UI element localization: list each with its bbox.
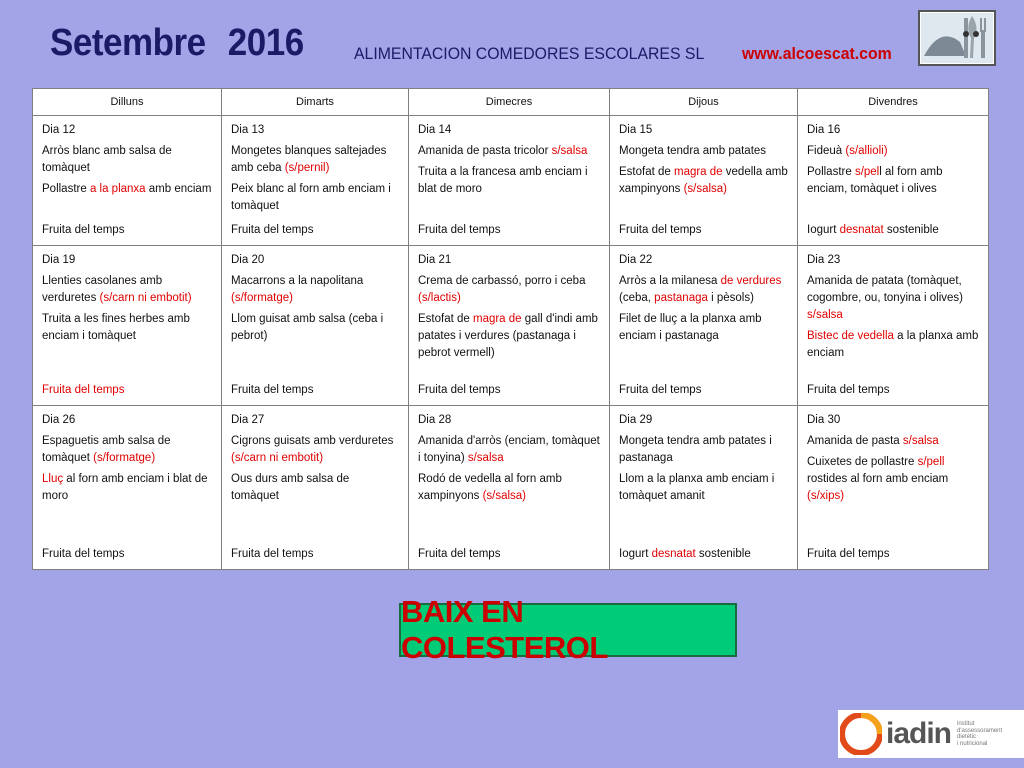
day-date: Dia 23 — [807, 254, 841, 266]
dessert-line: Fruita del temps — [231, 548, 314, 560]
week-row — [33, 246, 989, 406]
page-title: Setembre 2016 — [50, 22, 304, 64]
dish-line: Fideuà (s/allioli) — [807, 145, 888, 157]
dish-line: Truita a la francesa amb enciam i blat de moro — [418, 166, 588, 195]
dessert-line: Fruita del temps — [418, 384, 501, 396]
dish-line: Peix blanc al forn amb enciam i tomàquet — [231, 183, 391, 212]
iadin-subtitle: institut d'assessorament dietètic i nutricional — [957, 721, 1003, 747]
menu-cell — [610, 406, 798, 570]
day-date: Dia 13 — [231, 124, 265, 136]
dessert-line: Fruita del temps — [619, 384, 702, 396]
dish-line: Estofat de magra de gall d'indi amb patates i verdures (pastanaga i pebrot vermell) — [418, 313, 598, 359]
day-date: Dia 12 — [42, 124, 76, 136]
day-date: Dia 14 — [418, 124, 452, 136]
dish-line: Filet de lluç a la planxa amb enciam i pastanaga — [619, 313, 762, 342]
menu-cell — [798, 406, 989, 570]
dish-line: Estofat de magra de vedella amb xampinyons (s/salsa) — [619, 166, 788, 195]
dish-line: Pollastre s/pell al forn amb enciam, tomàquet i olives — [807, 166, 943, 195]
menu-cell — [610, 246, 798, 406]
menu-cell — [409, 246, 610, 406]
weekday-header: Dilluns — [33, 89, 222, 116]
menu-table — [32, 88, 989, 570]
dessert-line: Fruita del temps — [418, 224, 501, 236]
day-date: Dia 30 — [807, 414, 841, 426]
dish-line: Mongeta tendra amb patates i pastanaga — [619, 435, 772, 464]
menu-cell — [222, 406, 409, 570]
day-date: Dia 22 — [619, 254, 653, 266]
menu-cell — [798, 116, 989, 246]
weekday-header: Dimecres — [409, 89, 610, 116]
dish-line: Arròs a la milanesa de verdures (ceba, pastanaga i pèsols) — [619, 275, 782, 304]
dessert-line: Fruita del temps — [807, 548, 890, 560]
day-date: Dia 16 — [807, 124, 841, 136]
dish-line: Cigrons guisats amb verduretes (s/carn ni embotit) — [231, 435, 394, 464]
dish-line: Amanida de pasta tricolor s/salsa — [418, 145, 588, 157]
menu-cell — [222, 246, 409, 406]
dish-line: Cuixetes de pollastre s/pell rostides al forn amb enciam (s/xips) — [807, 456, 949, 502]
weekday-header-row — [33, 89, 989, 116]
menu-cell — [409, 116, 610, 246]
dish-line: Crema de carbassó, porro i ceba (s/lactis) — [418, 275, 586, 304]
dessert-line: Fruita del temps — [42, 548, 125, 560]
dessert-line: Iogurt desnatat sostenible — [807, 224, 939, 236]
week-row — [33, 406, 989, 570]
dish-line: Amanida d'arròs (enciam, tomàquet i tonyina) s/salsa — [418, 435, 600, 464]
dessert-line: Fruita del temps — [42, 384, 125, 396]
dish-line: Truita a les fines herbes amb enciam i tomàquet — [42, 313, 190, 342]
dish-line: Llenties casolanes amb verduretes (s/carn ni embotit) — [42, 275, 192, 304]
iadin-word: iadin — [886, 717, 952, 750]
dish-line: Mongeta tendra amb patates — [619, 145, 767, 157]
dish-line: Arròs blanc amb salsa de tomàquet — [42, 145, 172, 174]
day-date: Dia 26 — [42, 414, 76, 426]
day-date: Dia 29 — [619, 414, 653, 426]
dessert-line: Fruita del temps — [231, 224, 314, 236]
company-name: ALIMENTACION COMEDORES ESCOLARES SL — [354, 44, 705, 63]
dessert-line: Fruita del temps — [231, 384, 314, 396]
dish-line: Llom guisat amb salsa (ceba i pebrot) — [231, 313, 384, 342]
menu-cell — [409, 406, 610, 570]
menu-cell — [33, 246, 222, 406]
day-date: Dia 15 — [619, 124, 653, 136]
dessert-line: Iogurt desnatat sostenible — [619, 548, 751, 560]
dish-line: Pollastre a la planxa amb enciam — [42, 183, 212, 195]
dish-line: Espaguetis amb salsa de tomàquet (s/formatge) — [42, 435, 171, 464]
website-link[interactable]: www.alcoescat.com — [742, 44, 892, 63]
cutlery-logo — [918, 10, 996, 66]
day-date: Dia 21 — [418, 254, 452, 266]
menu-cell — [610, 116, 798, 246]
dish-line: Amanida de patata (tomàquet, cogombre, ou, tonyina i olives) s/salsa — [807, 275, 963, 321]
dessert-line: Fruita del temps — [42, 224, 125, 236]
low-cholesterol-badge: BAIX EN COLESTEROL — [399, 603, 737, 657]
dessert-line: Fruita del temps — [619, 224, 702, 236]
dessert-line: Fruita del temps — [807, 384, 890, 396]
day-date: Dia 28 — [418, 414, 452, 426]
weekday-header: Dijous — [610, 89, 798, 116]
weekday-header: Dimarts — [222, 89, 409, 116]
day-date: Dia 27 — [231, 414, 265, 426]
cutlery-icon — [920, 12, 994, 64]
day-date: Dia 20 — [231, 254, 265, 266]
dessert-line: Fruita del temps — [418, 548, 501, 560]
menu-cell — [33, 116, 222, 246]
dish-line: Rodó de vedella al forn amb xampinyons (s/salsa) — [418, 473, 562, 502]
dish-line: Lluç al forn amb enciam i blat de moro — [42, 473, 208, 502]
dish-line: Mongetes blanques saltejades amb ceba (s/pernil) — [231, 145, 387, 174]
iadin-logo — [838, 710, 1024, 758]
dish-line: Llom a la planxa amb enciam i tomàquet amanit — [619, 473, 775, 502]
menu-cell — [222, 116, 409, 246]
day-date: Dia 19 — [42, 254, 76, 266]
dish-line: Bistec de vedella a la planxa amb enciam — [807, 330, 979, 359]
dish-line: Amanida de pasta s/salsa — [807, 435, 939, 447]
iadin-mark-icon — [840, 713, 882, 755]
week-row — [33, 116, 989, 246]
dish-line: Ous durs amb salsa de tomàquet — [231, 473, 350, 502]
menu-cell — [33, 406, 222, 570]
dish-line: Macarrons a la napolitana (s/formatge) — [231, 275, 364, 304]
menu-cell — [798, 246, 989, 406]
weekday-header: Divendres — [798, 89, 989, 116]
